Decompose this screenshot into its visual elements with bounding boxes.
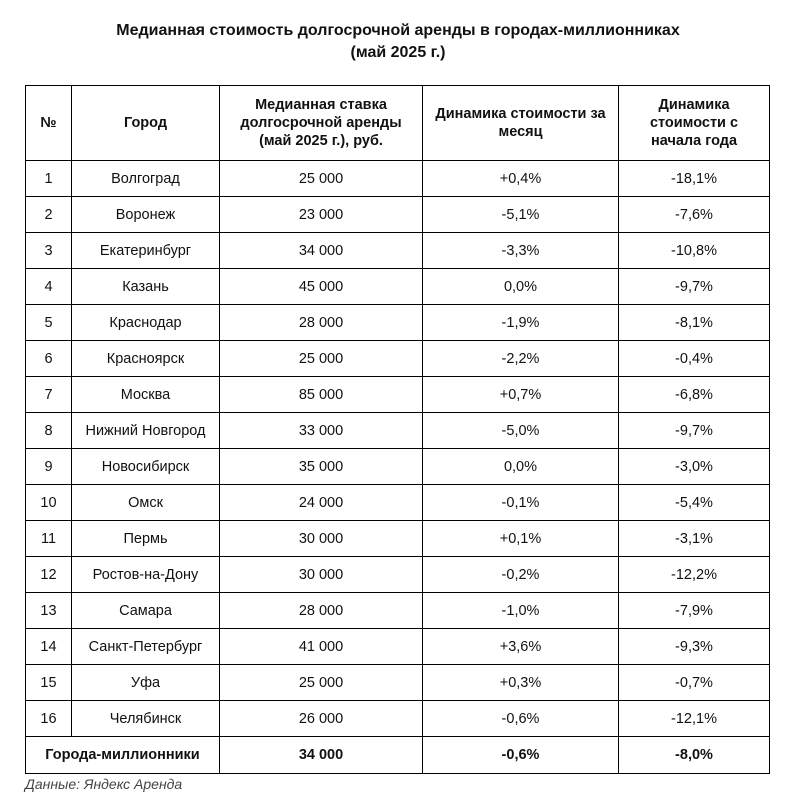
cell-city: Уфа — [72, 665, 220, 701]
cell-month-change: +0,7% — [423, 377, 619, 413]
table-row — [26, 341, 770, 377]
cell-city: Челябинск — [72, 701, 220, 737]
total-year-change: -8,0% — [619, 737, 770, 774]
table-row — [26, 521, 770, 557]
cell-num: 7 — [26, 377, 72, 413]
cell-month-change: +3,6% — [423, 629, 619, 665]
table-row — [26, 233, 770, 269]
page-title — [0, 20, 796, 64]
cell-num: 12 — [26, 557, 72, 593]
cell-year-change: -9,3% — [619, 629, 770, 665]
total-row — [26, 737, 770, 774]
cell-year-change: -18,1% — [619, 161, 770, 197]
header-month-change: Динамика стоимости за месяц — [423, 86, 619, 161]
table-row — [26, 197, 770, 233]
cell-year-change: -10,8% — [619, 233, 770, 269]
total-rate: 34 000 — [220, 737, 423, 774]
cell-month-change: -3,3% — [423, 233, 619, 269]
cell-city: Москва — [72, 377, 220, 413]
page-title-line1: Медианная стоимость долгосрочной аренды в городах-миллионниках — [116, 22, 680, 39]
table-row — [26, 377, 770, 413]
cell-city: Новосибирск — [72, 449, 220, 485]
cell-month-change: -2,2% — [423, 341, 619, 377]
cell-year-change: -9,7% — [619, 269, 770, 305]
cell-num: 9 — [26, 449, 72, 485]
header-city: Город — [72, 86, 220, 161]
total-month-change: -0,6% — [423, 737, 619, 774]
cell-city: Самара — [72, 593, 220, 629]
cell-rate: 41 000 — [220, 629, 423, 665]
cell-month-change: 0,0% — [423, 449, 619, 485]
cell-year-change: -5,4% — [619, 485, 770, 521]
table-row — [26, 269, 770, 305]
cell-num: 15 — [26, 665, 72, 701]
cell-num: 10 — [26, 485, 72, 521]
table-row — [26, 305, 770, 341]
cell-month-change: -1,0% — [423, 593, 619, 629]
cell-rate: 45 000 — [220, 269, 423, 305]
table-row — [26, 665, 770, 701]
table-row — [26, 485, 770, 521]
cell-year-change: -7,9% — [619, 593, 770, 629]
cell-year-change: -3,1% — [619, 521, 770, 557]
cell-rate: 33 000 — [220, 413, 423, 449]
cell-rate: 28 000 — [220, 305, 423, 341]
cell-rate: 24 000 — [220, 485, 423, 521]
cell-month-change: -1,9% — [423, 305, 619, 341]
cell-month-change: +0,4% — [423, 161, 619, 197]
cell-num: 6 — [26, 341, 72, 377]
cell-city: Казань — [72, 269, 220, 305]
header-num: № — [26, 86, 72, 161]
cell-year-change: -6,8% — [619, 377, 770, 413]
cell-rate: 25 000 — [220, 341, 423, 377]
cell-month-change: +0,1% — [423, 521, 619, 557]
table-row — [26, 413, 770, 449]
data-source-note: Данные: Яндекс Аренда — [25, 776, 183, 792]
cell-rate: 34 000 — [220, 233, 423, 269]
table-row — [26, 161, 770, 197]
cell-num: 8 — [26, 413, 72, 449]
cell-year-change: -0,7% — [619, 665, 770, 701]
cell-city: Воронеж — [72, 197, 220, 233]
table-row — [26, 701, 770, 737]
cell-city: Волгоград — [72, 161, 220, 197]
cell-city: Омск — [72, 485, 220, 521]
page-title-line2: (май 2025 г.) — [350, 44, 446, 61]
cell-num: 14 — [26, 629, 72, 665]
table-row — [26, 557, 770, 593]
cell-city: Пермь — [72, 521, 220, 557]
header-rate: Медианная ставка долгосрочной аренды (май 2025 г.), руб. — [220, 86, 423, 161]
cell-num: 11 — [26, 521, 72, 557]
cell-city: Краснодар — [72, 305, 220, 341]
cell-year-change: -12,1% — [619, 701, 770, 737]
cell-num: 16 — [26, 701, 72, 737]
cell-month-change: -0,1% — [423, 485, 619, 521]
cell-city: Нижний Новгород — [72, 413, 220, 449]
table-row — [26, 593, 770, 629]
cell-month-change: 0,0% — [423, 269, 619, 305]
cell-month-change: -0,2% — [423, 557, 619, 593]
total-label: Города-миллионники — [26, 737, 220, 774]
cell-rate: 30 000 — [220, 521, 423, 557]
cell-year-change: -12,2% — [619, 557, 770, 593]
header-year-change: Динамика стоимости с начала года — [619, 86, 770, 161]
cell-year-change: -8,1% — [619, 305, 770, 341]
cell-year-change: -0,4% — [619, 341, 770, 377]
cell-num: 1 — [26, 161, 72, 197]
table-header-row — [26, 86, 770, 161]
cell-rate: 26 000 — [220, 701, 423, 737]
cell-month-change: -5,1% — [423, 197, 619, 233]
cell-city: Красноярск — [72, 341, 220, 377]
cell-num: 3 — [26, 233, 72, 269]
cell-city: Екатеринбург — [72, 233, 220, 269]
cell-month-change: -0,6% — [423, 701, 619, 737]
cell-year-change: -7,6% — [619, 197, 770, 233]
cell-num: 4 — [26, 269, 72, 305]
cell-year-change: -3,0% — [619, 449, 770, 485]
cell-rate: 25 000 — [220, 161, 423, 197]
cell-rate: 30 000 — [220, 557, 423, 593]
cell-month-change: +0,3% — [423, 665, 619, 701]
cell-city: Санкт-Петербург — [72, 629, 220, 665]
table-row — [26, 449, 770, 485]
cell-num: 5 — [26, 305, 72, 341]
cell-rate: 28 000 — [220, 593, 423, 629]
cell-rate: 35 000 — [220, 449, 423, 485]
cell-rate: 25 000 — [220, 665, 423, 701]
cell-rate: 23 000 — [220, 197, 423, 233]
cell-month-change: -5,0% — [423, 413, 619, 449]
table-row — [26, 629, 770, 665]
cell-rate: 85 000 — [220, 377, 423, 413]
cell-num: 2 — [26, 197, 72, 233]
cell-city: Ростов-на-Дону — [72, 557, 220, 593]
cell-year-change: -9,7% — [619, 413, 770, 449]
rent-table — [25, 85, 770, 774]
cell-num: 13 — [26, 593, 72, 629]
